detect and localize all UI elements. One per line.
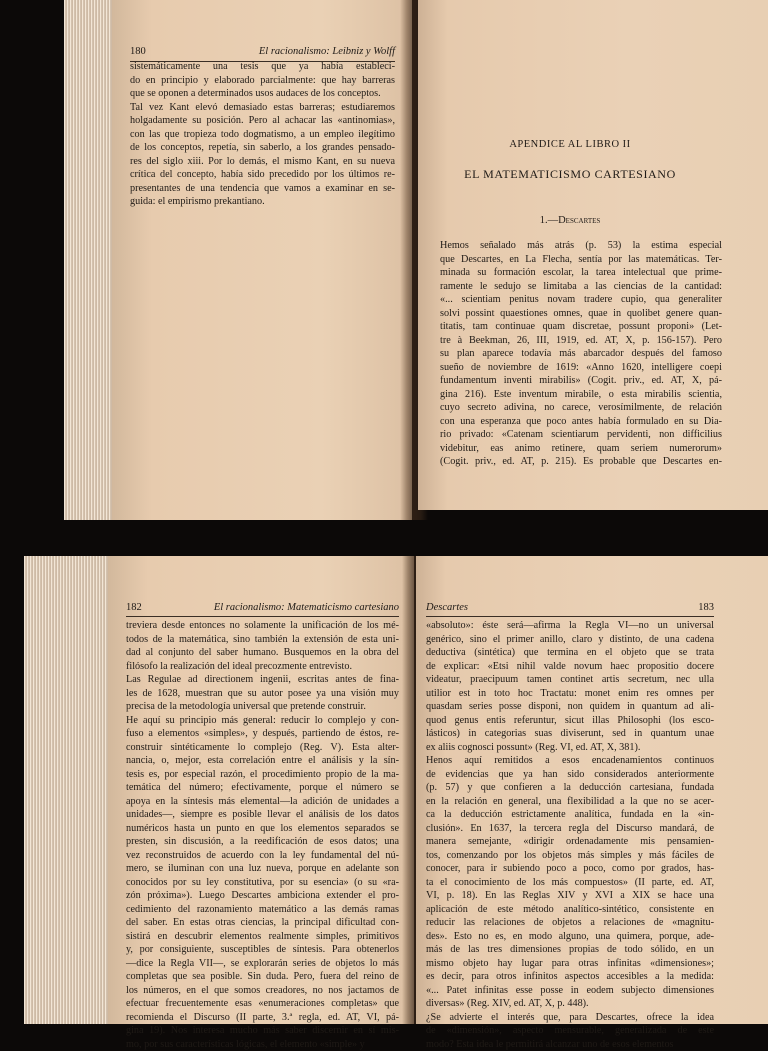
text-line: que se oponen a determinados usos audaces de los conceptos. (130, 87, 395, 101)
text-line: utilior est in toto hoc Tractatu: monet enim res omnes per (426, 687, 714, 701)
text-line: con una esperanza que poco antes había formulado en su Dia- (440, 415, 722, 429)
text-line: de evidencias que ya han sido considerados anteriormente (426, 768, 714, 782)
text-line: reducir las relaciones de objetos a relaciones de «magnitu- (426, 916, 714, 930)
text-line: sistemáticamente una tesis que ya había estableci- (130, 60, 395, 74)
text-line: tesis es, por especial razón, el procedimiento propio de la ma- (126, 768, 399, 782)
text-line: de los conceptos, repetía, sin saberlo, a los grandes pensado- (130, 141, 395, 155)
text-line: precisa de la metodología universal que pretende construir. (126, 700, 399, 714)
page-number: 180 (130, 46, 146, 58)
text-line: presentantes de una tendencia que vamos a examinar en se- (130, 182, 395, 196)
text-line: unidades—, siempre es posible llevar el análisis de los datos (126, 808, 399, 822)
text-line: manera semejante, «dirigir ordenadamente mis pensamien- (426, 835, 714, 849)
page-number: 183 (698, 602, 714, 614)
text-line: solvi possint quaestiones omnes, quae in quolibet genere quan- (440, 307, 722, 321)
text-line: numéricos hasta un punto en que los elementos separados se (126, 822, 399, 836)
text-line: apoya en la síntesis más elemental—la adición de unidades a (126, 795, 399, 809)
page-180 (112, 0, 412, 520)
text-line: quasdam series posse disponi, non quidem in quantum ad ali- (426, 700, 714, 714)
text-line: gina 216). Este inventum mirabile, o esta mirabilis scientia, (440, 388, 722, 402)
text-line: genérico, sino el primer anillo, claro y distinto, de una cadena (426, 633, 714, 647)
text-line: fundamentum inventi mirabilis» (Cogit. priv., ed. AT, X, pá- (440, 374, 722, 388)
text-line: zón próxima»). Luego Descartes ambiciona extender el pro- (126, 889, 399, 903)
page-number: 182 (126, 602, 142, 614)
text-line: ca la deducción estrictamente analítica, fundada en la «in- (426, 808, 714, 822)
text-line: ex aliis cognosci possunt» (Reg. VI, ed. AT, X, 381). (426, 741, 714, 755)
text-line: crítica del concepto, había sido precedido por los últimos re- (130, 168, 395, 182)
text-line: mismo objeto hay lugar para otras infinitas «dimensiones»; (426, 957, 714, 971)
text-line: ¿Se advierte el interés que, para Descartes, ofrece la idea (426, 1011, 714, 1025)
text-line: del saber. En estas otras ciencias, la principal dificultad con- (126, 916, 399, 930)
text-line: de explicar: «Etsi nihil valde novum haec propositio docere (426, 660, 714, 674)
running-title: Descartes (426, 602, 468, 614)
text-line: conocidos por su ley constitutiva, por su esencia» (o su «ra- (126, 876, 399, 890)
page-182 (108, 556, 414, 1024)
text-line: VI, p. 18). En las Reglas XIV y XVI a XIX se hace una (426, 889, 714, 903)
text-line: sueño de noviembre de 1619: «Anno 1620, intelligere coepi (440, 361, 722, 375)
text-line: res del siglo xiii. Por lo demás, el mismo Kant, en su nueva (130, 155, 395, 169)
text-line: es decir, para otros infinitos aspectos accesibles a la medida: (426, 970, 714, 984)
text-line: que Descartes, en La Flecha, sentía por las matemáticas. Ter- (440, 253, 722, 267)
chapter-title: EL MATEMATICISMO CARTESIANO (418, 167, 722, 182)
text-line: Henos aquí remitidos a esos encadenamientos continuos (426, 754, 714, 768)
text-line: modo? Esta idea le permitirá alcanzar uno de esos elementos (426, 1038, 714, 1051)
text-line: deductiva (sintética) que termina en el objeto que se trata (426, 646, 714, 660)
text-line: do en principio y elaborado parcialmente: que hay barreras (130, 74, 395, 88)
text-line: vez reconstruidos de acuerdo con la ley fundamental del nú- (126, 849, 399, 863)
text-line: los números, en el que somos creadores, no nos jactamos de (126, 984, 399, 998)
body-text-181 (440, 239, 722, 469)
text-line: minada su formación escolar, la tarea intelectual que prime- (440, 266, 722, 280)
text-line: con las que tropieza todo dogmatismo, a un empleo ilegítimo (130, 128, 395, 142)
page-183 (416, 556, 768, 1024)
running-title: El racionalismo: Leibniz y Wolff (259, 46, 395, 58)
text-line: Las Regulae ad directionem ingenii, escritas antes de fina- (126, 673, 399, 687)
text-line: treviera desde entonces no solamente la unificación de los mé- (126, 619, 399, 633)
body-text-182 (126, 619, 399, 1051)
text-line: holgadamente su posición. Pero al achacar las «antinomias», (130, 114, 395, 128)
text-line: completas que sea posible. Sin duda. Pero, fuera del reino de (126, 970, 399, 984)
text-line: fuso a elementos «simples», y después, partiendo de éstos, re- (126, 727, 399, 741)
text-line: Tal vez Kant elevó demasiado estas barreras; estudiaremos (130, 101, 395, 115)
body-text-180 (130, 60, 395, 209)
text-line: ta el conocimiento de los más compuestos» (II parte, ed. AT, (426, 876, 714, 890)
text-line: (p. 57) y que confieren a la deducción cartesiana, fundada (426, 781, 714, 795)
text-line: gina 19). Nos interesa mucho más saber discernir en sí mis- (126, 1024, 399, 1038)
header-rule (126, 616, 399, 617)
text-line: videbitur, eas animo retinere, quam seriem numerorum» (440, 442, 722, 456)
text-line: su plan aparece todavía más abarcador después del famoso (440, 347, 722, 361)
page-181 (418, 0, 768, 510)
bottom-spread-scan (0, 556, 768, 1024)
text-line: (Cogit. priv., ed. AT, p. 215). Es probable que Descartes en- (440, 455, 722, 469)
text-line: más de las tres dimensiones propias de todo sólido, en un (426, 943, 714, 957)
text-line: diversas» (Reg. XIV, ed. AT, X, p. 448). (426, 997, 714, 1011)
text-line: «absoluto»: éste será—afirma la Regla VI—no un universal (426, 619, 714, 633)
section-title: 1.—Descartes (418, 215, 722, 226)
text-line: titatis, tam continuae quam discretae, possunt proponi» (Let- (440, 320, 722, 334)
appendix-heading: APENDICE AL LIBRO II (418, 139, 722, 150)
text-line: de «dimensión», aspecto mensurable, generalizada de este (426, 1024, 714, 1038)
text-line: filósofo la realización del ideal precozmente entrevisto. (126, 660, 399, 674)
text-line: He aquí su principio más general: reducir lo complejo y con- (126, 714, 399, 728)
text-line: —dice la Regla VII—, se explorarán series de objetos lo más (126, 957, 399, 971)
body-text-183 (426, 619, 714, 1051)
text-line: cuyo secreto adivina, no carece, verosímilmente, de relación (440, 401, 722, 415)
text-line: cedimiento del razonamiento matemático a las demás ramas (126, 903, 399, 917)
text-line: mo, por sus características lógicas, el elemento «simple» y (126, 1038, 399, 1051)
text-line: tre à Beekman, 26, III, 1919, ed. AT, X, p. 156-157). Pero (440, 334, 722, 348)
text-line: ramente le sedujo se limitaba a las ciencias de la cantidad: (440, 280, 722, 294)
page-edges-left (64, 0, 116, 520)
text-line: temática del número; efectivamente, porque el número se (126, 781, 399, 795)
text-line: «... scientiam penitus novam tradere cupio, qua generaliter (440, 293, 722, 307)
text-line: mero, se iluminan con una luz nueva, porque en adelante son (126, 862, 399, 876)
text-line: Hemos señalado más atrás (p. 53) la estima especial (440, 239, 722, 253)
running-title: El racionalismo: Matematicismo cartesiano (214, 602, 399, 614)
text-line: presten, sin discusión, a la reedificación de esos datos; una (126, 835, 399, 849)
text-line: efectuar frecuentemente esas «enumeraciones completas» que (126, 997, 399, 1011)
text-line: videatur, praecipuum tamen continet artis secretum, nec ulla (426, 673, 714, 687)
text-line: construir sintéticamente lo complejo (Reg. V). Esta alter- (126, 741, 399, 755)
text-line: clusión». En 1637, la tercera regla del Discurso mandará, de (426, 822, 714, 836)
text-line: conocer, para ir subiendo poco a poco, como por grados, has- (426, 862, 714, 876)
text-line: y, por consiguiente, susceptibles de síntesis. Para obtenerlos (126, 943, 399, 957)
text-line: en la relación en general, una flexibilidad a la que no se acer- (426, 795, 714, 809)
text-line: guida: el empirismo prekantiano. (130, 195, 395, 209)
text-line: «... Patet infinitas esse posse in eodem subjecto dimensiones (426, 984, 714, 998)
page-edges-left-bottom (24, 556, 112, 1024)
text-line: tos, comenzando por los objetos más simples y más fáciles de (426, 849, 714, 863)
text-line: des». Esto no es, en modo alguno, una quimera, porque, ade- (426, 930, 714, 944)
text-line: nancia, o, mejor, esta correlación entre el análisis y la sín- (126, 754, 399, 768)
text-line: sistirá en descubrir elementos realmente simples, primitivos (126, 930, 399, 944)
text-line: dad al conjunto del saber humano. Busquemos en la obra del (126, 646, 399, 660)
text-line: recomienda el Discurso (II parte, 3.ª regla, ed. AT, VI, pá- (126, 1011, 399, 1025)
header-rule (426, 616, 714, 617)
text-line: quod genus entis referuntur, sicut illas Philosophi (los esco- (426, 714, 714, 728)
text-line: rio privado: «Catenam scientiarum pervidenti, non difficilius (440, 428, 722, 442)
text-line: lásticos) in categorias suas diviserunt, sed in quantum unae (426, 727, 714, 741)
text-line: les de 1628, muestran que su autor posee ya una visión muy (126, 687, 399, 701)
text-line: todos de la matemática, sino también la extensión de esta uni- (126, 633, 399, 647)
text-line: aplicación de este método analítico-sintético, consistente en (426, 903, 714, 917)
